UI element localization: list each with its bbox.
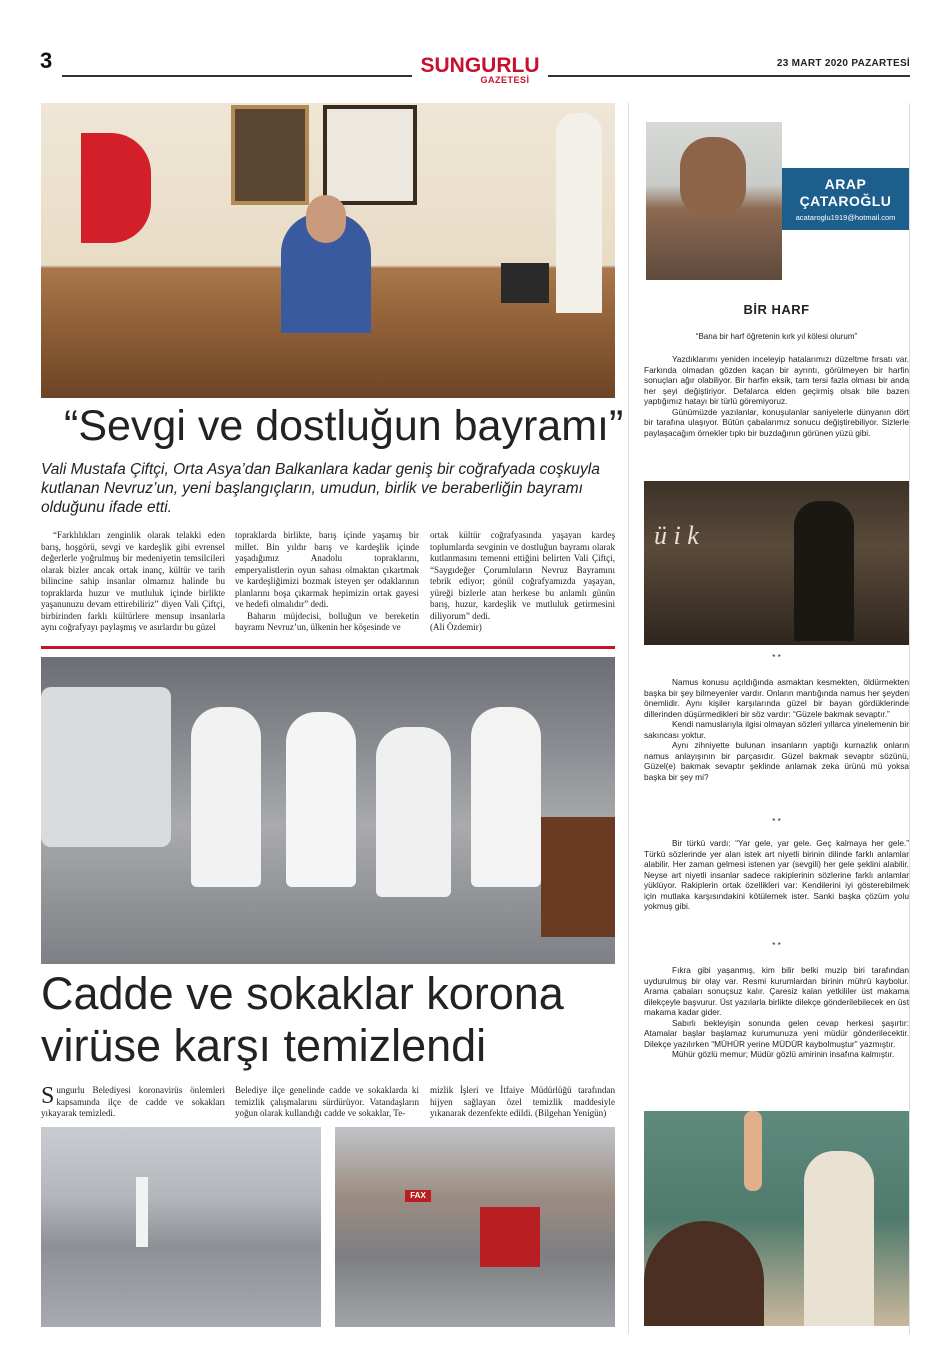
newspaper-logo xyxy=(418,56,542,85)
column-paragraph-2: Günümüzde yazılanlar, konuşulanlar saniyelerle dünyanın dört bir tarafına ulaşıyor. Bütün çabalarımız sonucu değiştirebiliyor. Sizlerle paylaşacağım örnekler tıpkı bir buzdağının görünen yüzü gibi. xyxy=(644,406,909,438)
column-paragraph-8: Sabırlı bekleyişin sonunda gelen cevap herkesi şaşırtır: Atamalar başlar başlamaz kurumunuza yeni müdür gönderilecektir. Dilekçe yazılırken “MÜHÜR yerine MÜDÜR kaybolmuştur” yazmıştır. xyxy=(644,1017,909,1049)
nevruz-col2-text-a: topraklarda birlikte, barış içinde yaşamış bir millet. Bin yıldır barış ve kardeşlik içinde yaşadığımız Anadolu topraklarını, emperyalistlerin oyun sahası olmaktan çıkartmak ve kardeşliğimizi bozmak isteyen şer odaklarının planlarını boşa çıkarmak hepimizin ortak gayesi ve hedefi olmalıdır” dedi. xyxy=(235,530,419,609)
worker-2 xyxy=(286,712,356,887)
korona-column-3 xyxy=(430,1085,615,1120)
laptop xyxy=(501,263,549,303)
raised-hand xyxy=(744,1111,762,1191)
nevruz-column-1 xyxy=(41,530,225,634)
lede-nevruz: Vali Mustafa Çiftçi, Orta Asya’dan Balkanlara kadar geniş bir coğrafyada coşkuyla kutlanan Nevruz’un, yeni başlangıçların, umudun, birlik ve beraberliğin bayramı olduğunu ifade etti. xyxy=(41,461,600,516)
ataturk-figure xyxy=(794,501,854,641)
logo-line1: SUNGURLU xyxy=(420,54,540,77)
teacher-figure xyxy=(804,1151,874,1326)
column-intro xyxy=(644,354,909,438)
page-number: 3 xyxy=(40,48,53,73)
column-paragraph-7: Fıkra gibi yaşanmış, kim bilir belki muzip biri tarafından uydurulmuş bir olay var. Resmi kurumlardan birinin mührü kaybolur. Arama çabaları sonuçsuz kalır. Çaresiz kalan yetkililer üst makama dilekçeyle başvurur. Üst yazılarla birlikte dilekçe gönderilebilecek en üst makama kadar gider. xyxy=(644,965,909,1017)
author-last-name: ÇATAROĞLU xyxy=(799,193,892,209)
worker-1 xyxy=(191,707,261,887)
ataturk-blackboard-photo xyxy=(644,481,909,645)
portrait-frame-left xyxy=(231,105,309,205)
column-paragraph-3: Namus konusu açıldığında asmaktan kesmekten, öldürmekten başka bir şey bilmeyenler vardır. Onların mantığında namus her şeyden önemlidir. Aynı kişiler karşılarında güzel bir bayan gördüklerinde dillerinden düşürmedikleri bir söz vardır: “Güzele bakmak sevaptır.” xyxy=(644,677,909,719)
author-name-box xyxy=(782,168,909,230)
classroom-photo xyxy=(644,1111,909,1326)
worker-4 xyxy=(471,707,541,887)
parked-van xyxy=(41,687,171,847)
header-rule-left xyxy=(62,75,412,77)
blackboard-letters: ü i k xyxy=(654,521,699,550)
logo-line2: GAZETESİ xyxy=(480,75,530,85)
column-section-4 xyxy=(644,965,909,1060)
separator-1: * * xyxy=(772,653,781,662)
author-email: acataroglu1919@hotmail.com xyxy=(795,213,896,222)
korona-col2-text: Belediye ilçe genelinde cadde ve sokaklarda ki temizlik çalışmalarını sürdürüyor. Vatandaşların yoğun olarak kullandığı cadde ve sokaklar, Te- xyxy=(235,1085,419,1118)
separator-2: * * xyxy=(772,817,781,826)
dropcap: S xyxy=(41,1083,55,1109)
nevruz-col1-text: “Farklılıkları zenginlik olarak telakki eden barış, hoşgörü, sevgi ve kardeşlik gibi evrensel değerlerle yoğrulmuş bir medeniyetin temsilcileri olarak bizler ancak ortak inanç, kültür ve tarih bilincine sahip insanlar olmamız halinde bu topraklarda huzur ve mutluluk içinde birlikte yaşanunuzu devam ettirebiliriz” diyen Vali Çiftçi, birbirinden farklı kültürlere mensup insanlarla aynı coğrafyayı paylaşmış ve asırlardır bu güzel xyxy=(41,530,225,632)
worker-spraying xyxy=(136,1177,148,1247)
author-face xyxy=(680,137,746,219)
fax-sign: FAX xyxy=(405,1190,431,1202)
section-divider xyxy=(41,646,615,649)
korona-col1-text: ungurlu Belediyesi koronavirüs önlemleri kapsamında ilçe de cadde ve sokakları yıkayarak temizledi. xyxy=(41,1085,225,1118)
column-title: BİR HARF xyxy=(743,302,810,317)
column-paragraph-1: Yazdıklarımı yeniden inceleyip hatalarımızı düzeltme fırsatı var. Farkında olmadan gözden kaçan bir ayrıntı, görülmeyen bir harfin sonuçları ağır olabiliyor. Bir harfin eksik, tam tersi fazla olması bir anda her şeyi değiştiriyor. Defalarca elden geçirmiş olsak bile bazen yaptığımız hatayı bir türlü göremiyoruz. xyxy=(644,354,909,406)
korona-column-1 xyxy=(41,1085,225,1120)
governor-office-photo xyxy=(41,103,615,398)
headline-korona: Cadde ve sokaklar korona virüse karşı temizlendi xyxy=(41,968,564,1071)
turkish-flag xyxy=(81,133,151,243)
white-flag xyxy=(556,113,602,313)
street-cleaning-photo xyxy=(41,657,615,964)
korona-col3-text: mizlik İşleri ve İtfaiye Müdürlüğü tarafından hijyen sağlayan özel temizlik maddesiyle yıkanarak dezenfekte edildi. (Bilgehan Yenigün) xyxy=(430,1085,615,1118)
separator-3: * * xyxy=(772,941,781,950)
headline-nevruz: “Sevgi ve dostluğun bayramı” xyxy=(64,402,624,450)
nevruz-column-3 xyxy=(430,530,615,634)
nevruz-col2-text-b: Baharın müjdecisi, bolluğun ve bereketin bayramı Nevruz’un, ülkenin her köşesinde ve xyxy=(235,610,419,632)
column-section-3 xyxy=(644,838,909,912)
author-photo xyxy=(646,122,782,280)
column-epigraph: “Bana bir harf öğretenin kırk yıl kölesi olurum” xyxy=(695,332,858,341)
column-section-2 xyxy=(644,677,909,782)
column-paragraph-5: Aynı zihniyette bulunan insanların yaptığı kurnazlık onların namus anlayışının bir parçasıdır. Güzel bakmak sevaptır sözünü, Güzel(e) bakmak sevaptır şeklinde anlamak zeka ürünü mü yoksa başka bir şey mi? xyxy=(644,740,909,782)
header-rule-right xyxy=(548,75,910,77)
column-paragraph-6: Bir türkü vardı: “Yar gele, yar gele. Geç kalmaya her gele.” Türkü sözlerinde yer alan istek art niyetli birinin dilinde farklı anlamlar alabilir. Her zaman gelmesi istenen yar (sevgili) her gele şeklini alabilir. Neyse art niyetli insanlar sadece rakiplerinin sözlerine farklı anlamlar yüklüyor. Rakiplerin ortak özellikleri var: Kendilerini iyi gösterebilmek için mutlaka karşısındakini kötülemek ister. Sanki başka çözüm yolu yokmuş gibi. xyxy=(644,838,909,911)
nevruz-byline: (Ali Özdemir) xyxy=(430,622,482,632)
column-paragraph-4: Kendi namuslarıyla ilgisi olmayan sözleri yıllarca yinelemenin bir sakıncası yoktur. xyxy=(644,719,909,740)
fire-truck xyxy=(480,1207,540,1267)
worker-3 xyxy=(376,727,451,897)
nevruz-column-2 xyxy=(235,530,419,634)
street-washing-photo-left xyxy=(41,1127,321,1327)
wooden-planter xyxy=(541,817,615,937)
governor-head xyxy=(306,195,346,243)
fire-truck-photo xyxy=(335,1127,615,1327)
author-first-name: ARAP xyxy=(824,176,867,192)
column-paragraph-9: Mühür gözlü memur; Müdür gözlü amirinin insafına kalmıştır. xyxy=(672,1049,895,1059)
korona-column-2 xyxy=(235,1085,419,1120)
portrait-frame-right xyxy=(323,105,417,205)
nevruz-col3-text: ortak kültür coğrafyasında yaşayan kardeş toplumlarda sevginin ve dostluğun bayramı olarak kutlanmasını temenni ettiğini belirten Vali Çiftçi, “Saygıdeğer Çorumluların Nevruz Bayramını tebrik ediyor; gönül coğrafyamızda yaşayan, yüreği bizlerle atan herkese bu anlamlı günün barış, huzur, kardeşlik ve mutluluk getirmesini diliyorum” dedi. xyxy=(430,530,615,621)
student-figure xyxy=(644,1221,764,1326)
issue-date: 23 MART 2020 PAZARTESİ xyxy=(776,58,910,69)
